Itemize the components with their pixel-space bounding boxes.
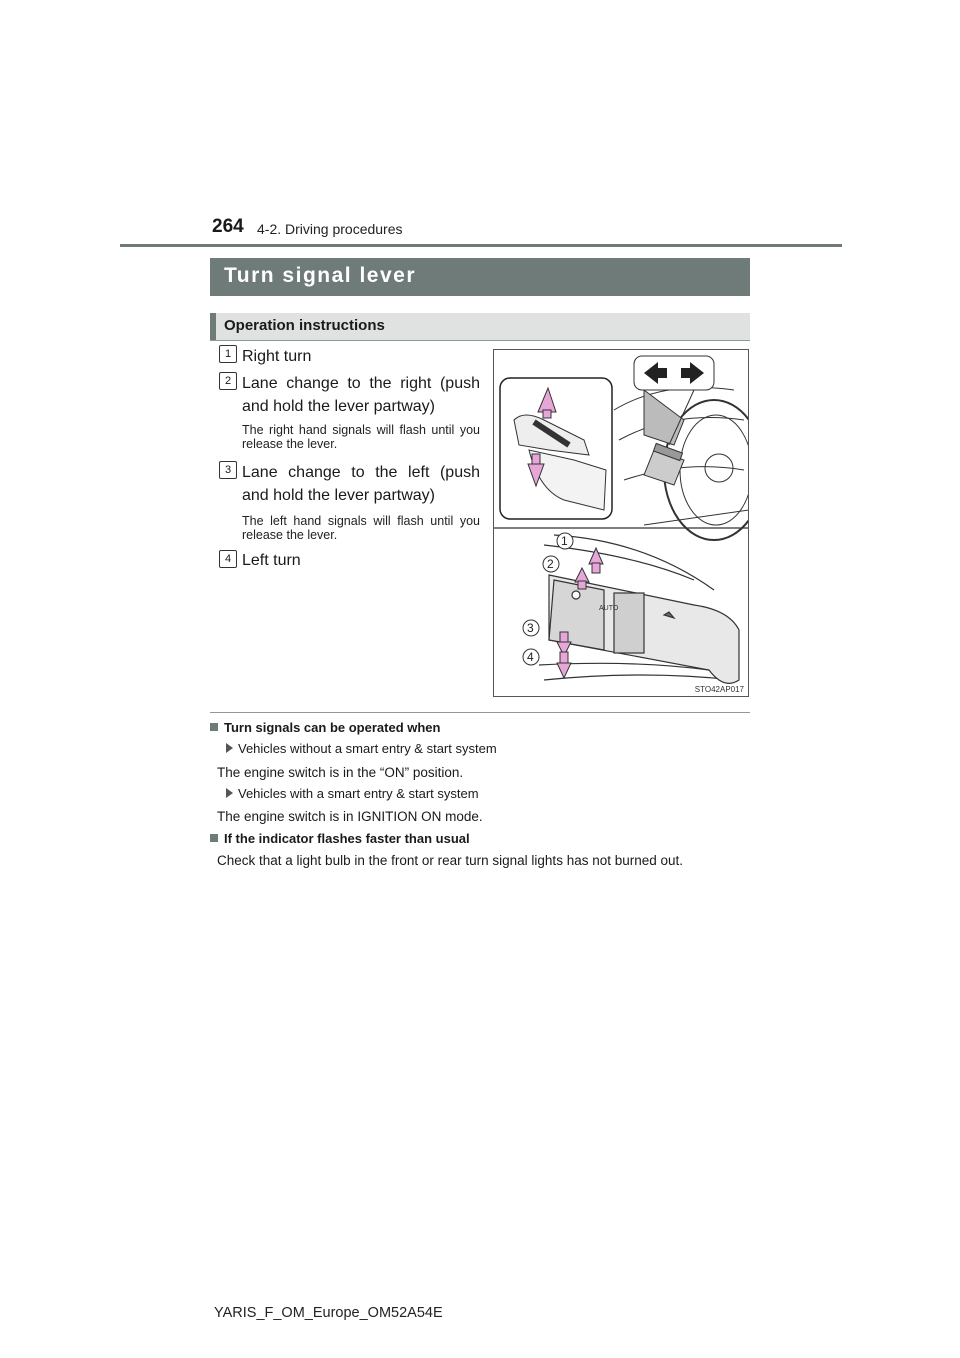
- header-rule: [120, 244, 842, 247]
- figure-callout-2: 2: [547, 557, 554, 571]
- note-1-text-1: The engine switch is in the “ON” position.: [217, 765, 464, 780]
- note-1-bullet-2-text: Vehicles with a smart entry & start system: [238, 786, 479, 801]
- item-3-note: The left hand signals will flash until you release the lever.: [242, 514, 480, 542]
- subheading-rule: [210, 340, 750, 341]
- item-number-2: 2: [219, 372, 237, 390]
- subheading: Operation instructions: [224, 317, 385, 334]
- section-title: 4-2. Driving procedures: [257, 221, 403, 237]
- note-1-bullet-1: [226, 741, 497, 756]
- hand-inset: [500, 378, 612, 519]
- turn-signal-figure: [493, 349, 749, 697]
- subheading-accent: [210, 313, 216, 340]
- lever-illustration: [494, 350, 749, 697]
- triangle-bullet-icon: [226, 788, 233, 798]
- item-2-note: The right hand signals will flash until you release the lever.: [242, 423, 480, 451]
- item-number-1: 1: [219, 345, 237, 363]
- item-2-text: Lane change to the right (push and hold the lever partway): [242, 375, 480, 415]
- note-heading-1-text: Turn signals can be operated when: [224, 720, 441, 735]
- subheading-bar: [210, 313, 750, 340]
- auto-switch-label: AUTO: [599, 605, 619, 612]
- note-heading-2-text: If the indicator flashes faster than usual: [224, 831, 470, 846]
- item-number-4: 4: [219, 550, 237, 568]
- figure-callout-3: 3: [527, 621, 534, 635]
- note-1-bullet-2: [226, 786, 479, 801]
- item-4-text: Left turn: [242, 552, 301, 569]
- note-heading-2: [210, 831, 470, 846]
- item-3-text: Lane change to the left (push and hold the lever partway): [242, 464, 480, 504]
- square-bullet-icon: [210, 723, 218, 731]
- page-number: 264: [212, 216, 244, 237]
- item-1-text: Right turn: [242, 348, 312, 365]
- figure-callout-4: 4: [527, 650, 534, 664]
- note-heading-1: [210, 720, 440, 735]
- note-1-text-2: The engine switch is in IGNITION ON mode.: [217, 809, 483, 824]
- notes-rule: [210, 712, 750, 713]
- page-title: Turn signal lever: [224, 264, 416, 287]
- note-2-text: Check that a light bulb in the front or rear turn signal lights has not burned out.: [217, 853, 684, 868]
- figure-code: STO42AP017: [694, 685, 744, 694]
- note-1-bullet-1-text: Vehicles without a smart entry & start system: [238, 741, 497, 756]
- title-bar: [210, 258, 750, 296]
- item-number-3: 3: [219, 461, 237, 479]
- square-bullet-icon: [210, 834, 218, 842]
- figure-callout-1: 1: [561, 534, 568, 548]
- lever-detail: [539, 535, 739, 683]
- triangle-bullet-icon: [226, 743, 233, 753]
- footer-doc-id: YARIS_F_OM_Europe_OM52A54E: [214, 1305, 443, 1321]
